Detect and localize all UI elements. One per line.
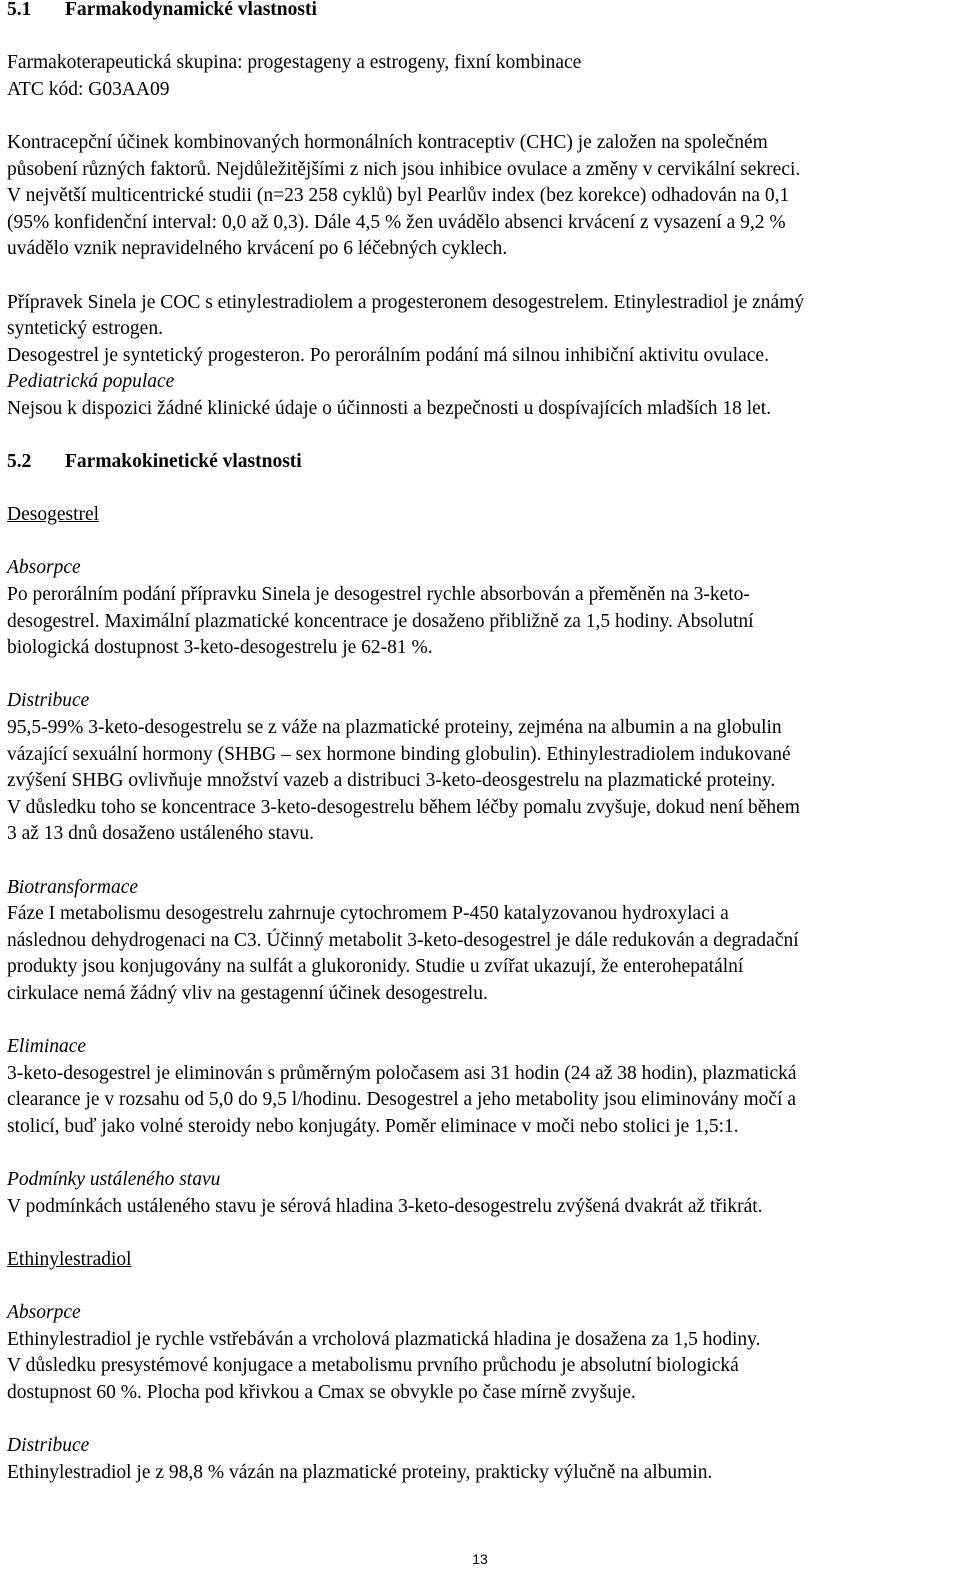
text-line: V největší multicentrické studii (n=23 258 cyklů) byl Pearlův index (bez korekce) odhadován na 0,1 <box>7 185 790 207</box>
pediatric-text: Nejsou k dispozici žádné klinické údaje o účinnosti a bezpečnosti u dospívajících mladších 18 let. <box>7 397 772 419</box>
desogestrel-eliminace-heading: Eliminace <box>7 1036 87 1058</box>
desogestrel-biotransformace-heading: Biotransformace <box>7 876 139 898</box>
text-line: 3 až 13 dnů dosaženo ustáleného stavu. <box>7 823 315 845</box>
text-line: Kontracepční účinek kombinovaných hormonálních kontraceptiv (CHC) je založen na společném <box>7 131 768 153</box>
text-line: cirkulace nemá žádný vliv na gestagenní účinek desogestrelu. <box>7 982 488 1004</box>
document-page <box>7 0 955 1486</box>
ethinylestradiol-heading: Ethinylestradiol <box>7 1248 132 1270</box>
text-line: uvádělo vznik nepravidelného krvácení po 6 léčebných cyklech. <box>7 238 508 260</box>
text-line: zvýšení SHBG ovlivňuje množství vazeb a distribuci 3-keto-deosgestrelu na plazmatické proteiny. <box>7 770 776 792</box>
text-line: biologická dostupnost 3-keto-desogestrelu je 62-81 %. <box>7 637 433 659</box>
desogestrel-heading: Desogestrel <box>7 504 100 526</box>
paragraph-contraceptive-effect <box>7 130 955 263</box>
text-line: působení různých faktorů. Nejdůležitějšími z nich jsou inhibice ovulace a změny v cervikální sekreci. <box>7 158 801 180</box>
text-line: Po perorálním podání přípravku Sinela je desogestrel rychle absorbován a přeměněn na 3-keto- <box>7 584 750 606</box>
page-number: 13 <box>472 1551 488 1567</box>
section-number: 5.2 <box>7 451 32 473</box>
desogestrel-distribuce-text <box>7 715 955 848</box>
text-line: V důsledku presystémové konjugace a metabolismu prvního průchodu je absolutní biologická <box>7 1355 739 1377</box>
ethinylestradiol-distribuce-heading: Distribuce <box>7 1435 90 1457</box>
text-line: (95% konfidenční interval: 0,0 až 0,3). Dále 4,5 % žen uvádělo absenci krvácení z vysazení a 9,2 % <box>7 211 786 233</box>
text-line: vázající sexuální hormony (SHBG – sex hormone binding globulin). Ethinylestradiolem indukované <box>7 743 791 765</box>
section-title: Farmakodynamické vlastnosti <box>65 0 317 20</box>
text-line: stolicí, buď jako volné steroidy nebo konjugáty. Poměr eliminace v moči nebo stolici je 1,5:1. <box>7 1115 739 1137</box>
text-line: clearance je v rozsahu od 5,0 do 9,5 l/hodinu. Desogestrel a jeho metabolity jsou eliminovány močí a <box>7 1089 796 1111</box>
text-line: syntetický estrogen. <box>7 318 163 340</box>
ethinylestradiol-distribuce-text: Ethinylestradiol je z 98,8 % vázán na plazmatické proteiny, prakticky výlučně na albumin. <box>7 1461 713 1483</box>
desogestrel-steady-state-heading: Podmínky ustáleného stavu <box>7 1169 221 1191</box>
text-line: Fáze I metabolismu desogestrelu zahrnuje cytochromem P-450 katalyzovanou hydroxylaci a <box>7 903 729 925</box>
text-line: 3-keto-desogestrel je eliminován s průměrným poločasem asi 31 hodin (24 až 38 hodin), plazmatická <box>7 1062 797 1084</box>
section-number: 5.1 <box>7 0 32 20</box>
ethinylestradiol-absorpce-heading: Absorpce <box>7 1302 81 1324</box>
text-line: 95,5-99% 3-keto-desogestrelu se z váže na plazmatické proteiny, zejména na albumin a na globulin <box>7 717 782 739</box>
text-line: Ethinylestradiol je rychle vstřebáván a vrcholová plazmatická hladina je dosažena za 1,5 hodiny. <box>7 1328 761 1350</box>
atc-code: ATC kód: G03AA09 <box>7 78 170 100</box>
text-line: desogestrel. Maximální plazmatické koncentrace je dosaženo přibližně za 1,5 hodiny. Absolutní <box>7 610 754 632</box>
text-line: dostupnost 60 %. Plocha pod křivkou a Cmax se obvykle po čase mírně zvyšuje. <box>7 1381 636 1403</box>
section-title: Farmakokinetické vlastnosti <box>65 451 302 473</box>
text-line: následnou dehydrogenaci na C3. Účinný metabolit 3-keto-desogestrel je dále redukován a degradační <box>7 929 799 951</box>
text-line: produkty jsou konjugovány na sulfát a glukoronidy. Studie u zvířat ukazují, že enterohepatální <box>7 956 744 978</box>
text-line: V důsledku toho se koncentrace 3-keto-desogestrelu během léčby pomalu zvyšuje, dokud není během <box>7 796 800 818</box>
desogestrel-eliminace-text <box>7 1061 955 1141</box>
pharmacotherapeutic-group: Farmakoterapeutická skupina: progestageny a estrogeny, fixní kombinace <box>7 52 582 74</box>
ethinylestradiol-absorpce-text <box>7 1327 955 1407</box>
desogestrel-absorpce-text <box>7 582 955 662</box>
text-line: Přípravek Sinela je COC s etinylestradiolem a progesteronem desogestrelem. Etinylestradiol je známý <box>7 291 805 313</box>
text-line: Desogestrel je syntetický progesteron. Po perorálním podání má silnou inhibiční aktivitu ovulace. <box>7 344 769 366</box>
desogestrel-steady-state-text: V podmínkách ustáleného stavu je sérová hladina 3-keto-desogestrelu zvýšená dvakrát až třikrát. <box>7 1195 763 1217</box>
desogestrel-biotransformace-text <box>7 901 955 1007</box>
desogestrel-distribuce-heading: Distribuce <box>7 690 90 712</box>
section-heading-5-1 <box>7 0 955 24</box>
desogestrel-absorpce-heading: Absorpce <box>7 557 81 579</box>
paragraph-sinela <box>7 290 955 370</box>
section-heading-5-2 <box>7 449 955 476</box>
pediatric-subheading: Pediatrická populace <box>7 371 175 393</box>
